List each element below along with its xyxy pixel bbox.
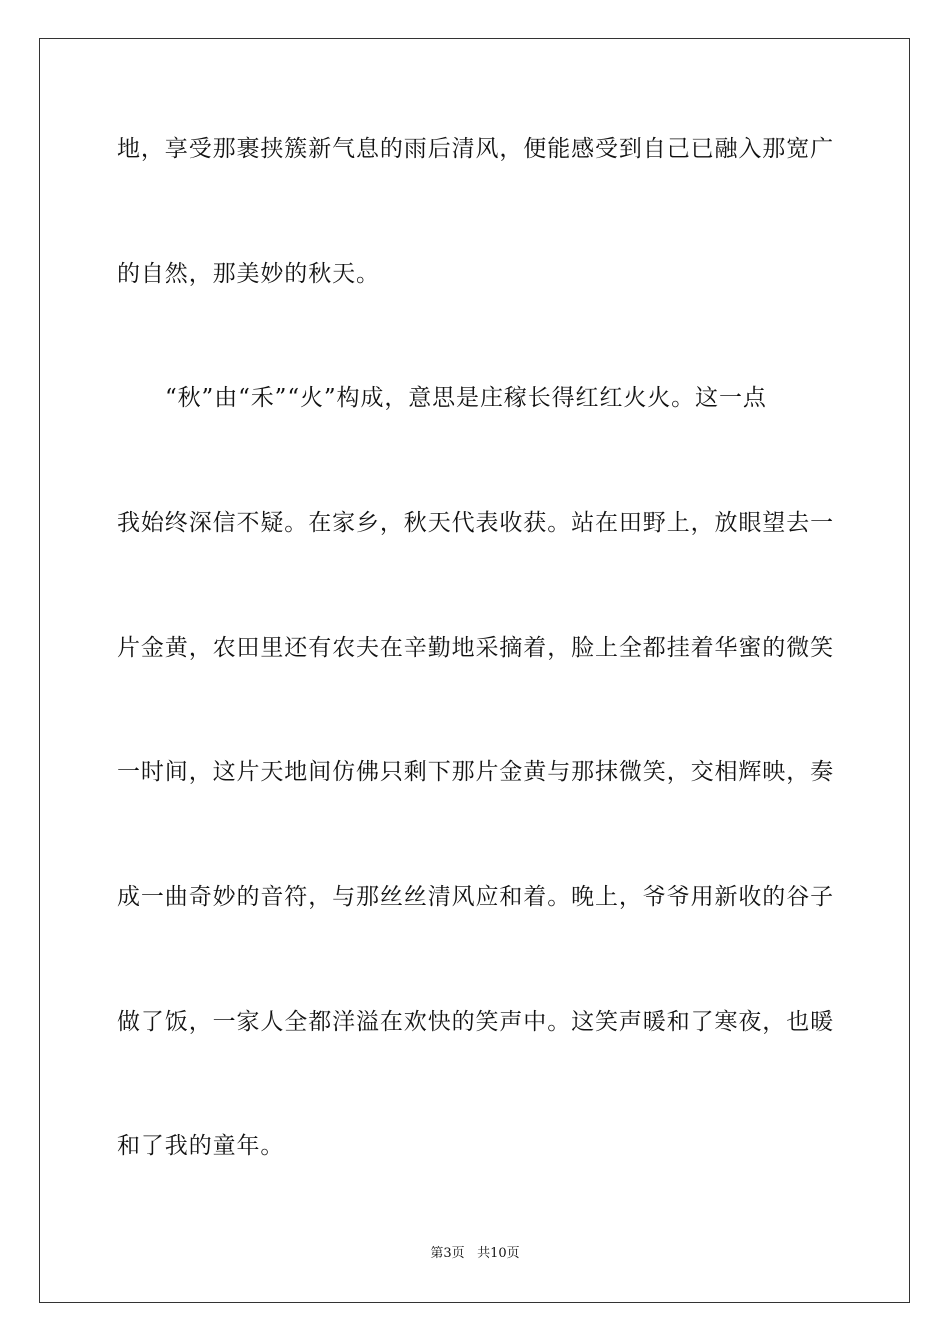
text-line-5: 片金黄，农田里还有农夫在辛勤地采摘着，脸上全都挂着华蜜的微笑 (117, 635, 834, 661)
text-line-1: 地，享受那裹挟簇新气息的雨后清风，便能感受到自己已融入那宽广 (117, 136, 834, 162)
total-pages: 共10页 (477, 1246, 520, 1261)
text-line-9: 和了我的童年。 (117, 1133, 285, 1159)
page-footer (0, 1245, 950, 1263)
text-line-6: 一时间，这片天地间仿佛只剩下那片金黄与那抹微笑，交相辉映，奏 (117, 759, 834, 785)
page-frame (39, 38, 910, 1303)
text-line-2: 的自然，那美妙的秋天。 (117, 261, 380, 287)
text-line-4: 我始终深信不疑。在家乡，秋天代表收获。站在田野上，放眼望去一 (117, 510, 834, 536)
text-line-7: 成一曲奇妙的音符，与那丝丝清风应和着。晚上，爷爷用新收的谷子 (117, 884, 834, 910)
text-line-3 (117, 383, 835, 413)
text-line-8: 做了饭，一家人全都洋溢在欢快的笑声中。这笑声暖和了寒夜，也暖 (117, 1009, 834, 1035)
text-line-3-content: “秋”由“禾”“火”构成，意思是庄稼长得红红火火。这一点 (165, 385, 767, 411)
page-number: 第3页 (430, 1246, 465, 1261)
